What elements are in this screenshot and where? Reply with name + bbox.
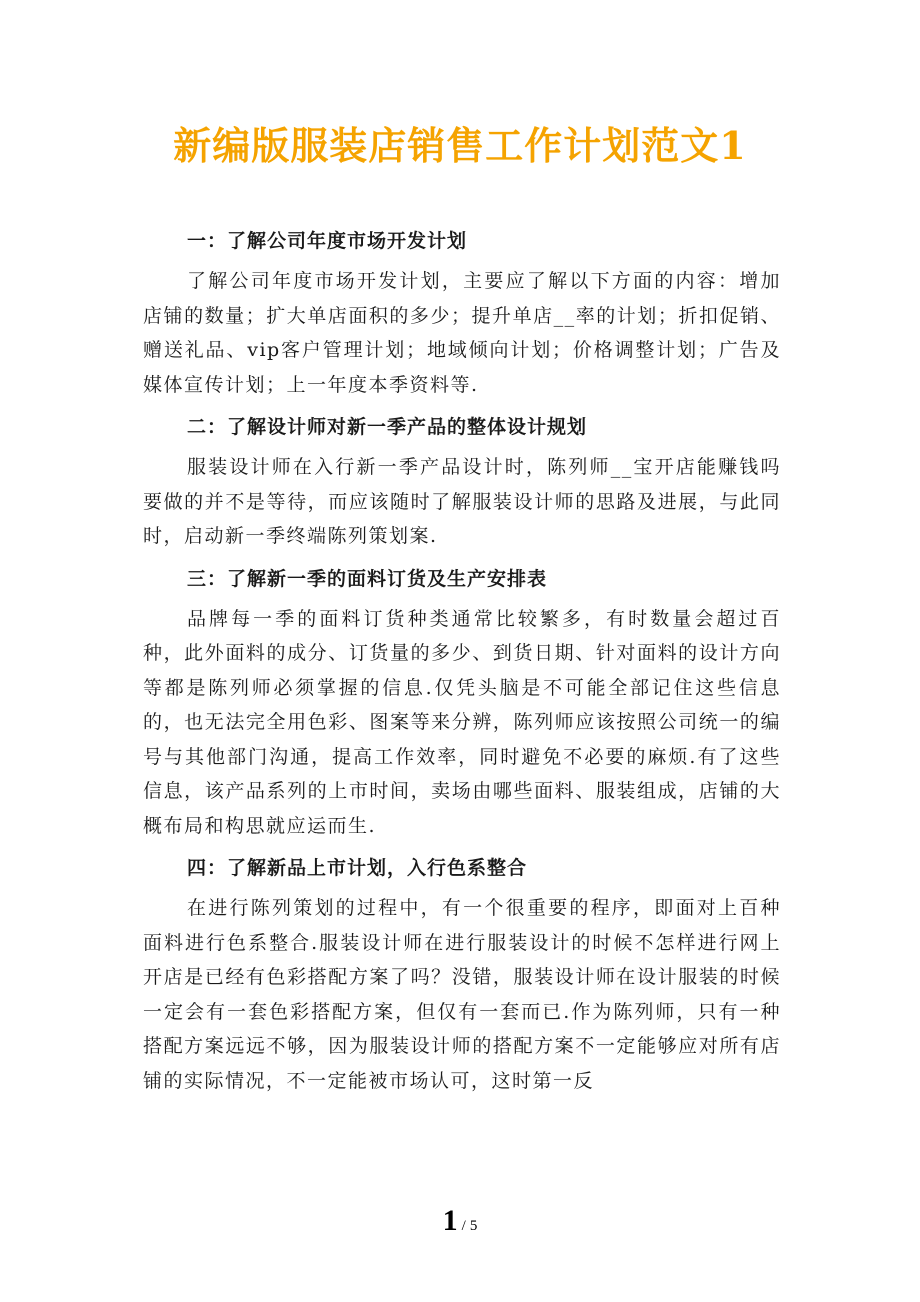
section-heading: 二：了解设计师对新一季产品的整体设计规划	[187, 416, 588, 438]
page-footer	[0, 1204, 920, 1238]
section-heading: 三：了解新一季的面料订货及生产安排表	[187, 567, 548, 590]
section-heading: 一：了解公司年度市场开发计划	[187, 230, 468, 252]
section-paragraph: 品牌每一季的面料订货种类通常比较繁多，有时数量会超过百种，此外面料的成分、订货量的多少、到货日期、针对面料的设计方向等都是陈列师必须掌握的信息.仅凭头脑是不可能全部记住这些信息的，也无法完全用色彩、图案等来分辨，陈列师应该按照公司统一的编号与其他部门沟通，提高工作效率，同时避免不必要的麻烦.有了这些信息，该产品系列的上市时间，卖场由哪些面料、服装组成，店铺的大概布局和构思就应运而生.	[143, 607, 781, 837]
page-total: 5	[469, 1218, 478, 1234]
section-paragraph: 服装设计师在入行新一季产品设计时，陈列师__宝开店能赚钱吗要做的并不是等待，而应该随时了解服装设计师的思路及进展，与此同时，启动新一季终端陈列策划案.	[143, 456, 781, 547]
section-1	[143, 218, 781, 402]
section-heading: 四：了解新品上市计划，入行色系整合	[187, 857, 528, 879]
section-paragraph: 了解公司年度市场开发计划，主要应了解以下方面的内容：增加店铺的数量；扩大单店面积的多少；提升单店__率的计划；折扣促销、赠送礼品、vip客户管理计划；地域倾向计划；价格调整计划；广告及媒体宣传计划；上一年度本季资料等.	[143, 270, 781, 396]
section-4	[143, 845, 781, 1098]
document-body	[143, 218, 781, 1100]
section-2	[143, 404, 781, 554]
document-title: 新编版服装店销售工作计划范文1	[173, 123, 747, 168]
section-paragraph: 在进行陈列策划的过程中，有一个很重要的程序，即面对上百种面料进行色系整合.服装设计师在进行服装设计的时候不怎样进行网上开店是已经有色彩搭配方案了吗？没错，服装设计师在设计服装的时候一定会有一套色彩搭配方案，但仅有一套而已.作为陈列师，只有一种搭配方案远远不够，因为服装设计师的搭配方案不一定能够应对所有店铺的实际情况，不一定能被市场认可，这时第一反	[143, 897, 781, 1092]
page-number: 1	[442, 1204, 458, 1237]
section-3	[143, 556, 781, 844]
page-separator: /	[461, 1218, 466, 1234]
